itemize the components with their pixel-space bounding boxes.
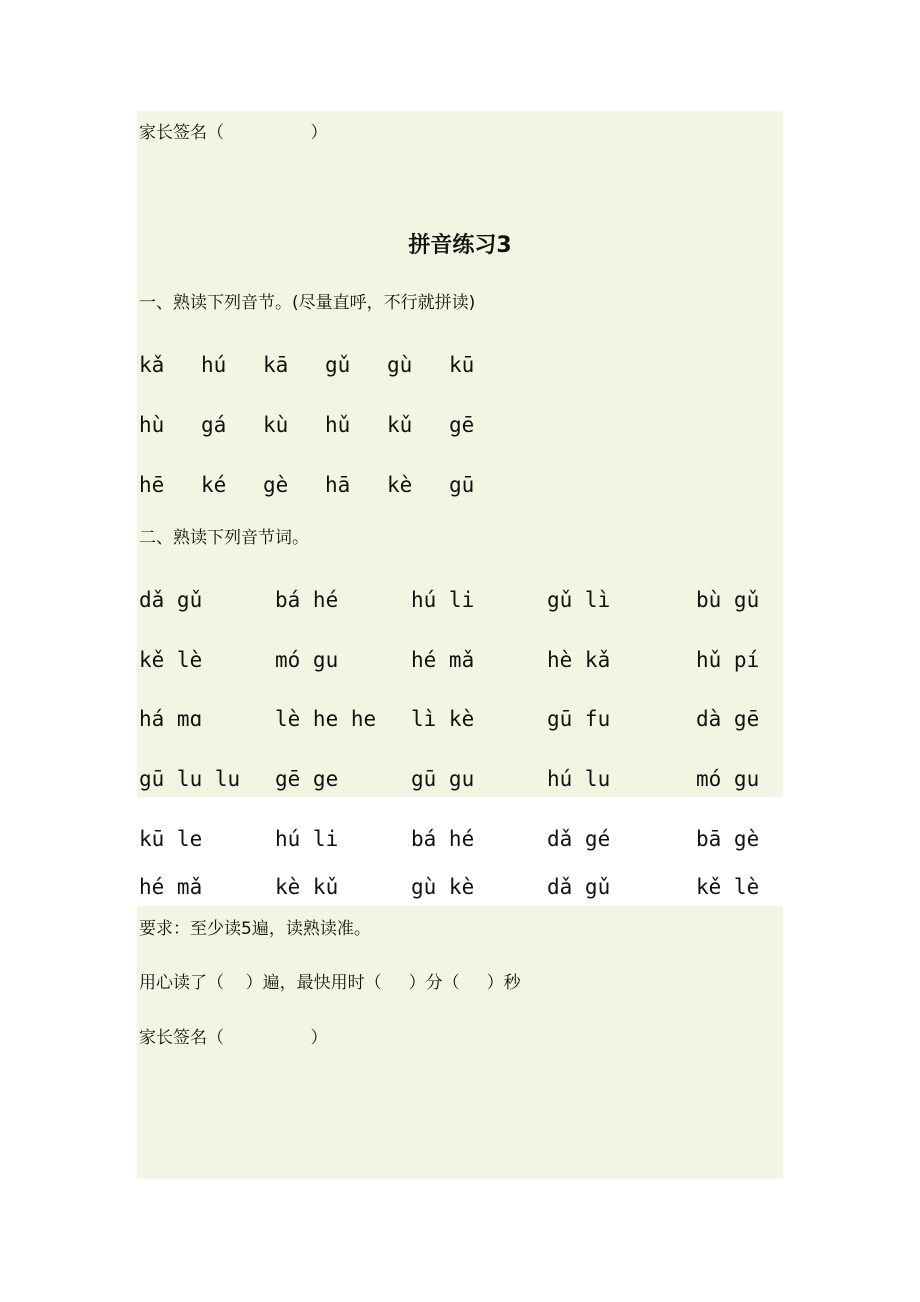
- section2-heading: 二、熟读下列音节词。: [139, 528, 309, 548]
- pinyin-word: gū lu lu: [139, 767, 241, 791]
- pinyin-word: dǎ gǔ: [139, 588, 203, 612]
- syllable: kǎ: [139, 353, 165, 377]
- page-title: 拼音练习3: [408, 233, 512, 258]
- pinyin-word: gū gu: [411, 767, 475, 791]
- pinyin-word: kè kǔ: [275, 875, 339, 899]
- syllable: gè: [263, 473, 289, 497]
- highlight-band-top: [137, 111, 783, 797]
- syllable: gē: [449, 413, 475, 437]
- pinyin-word: dǎ gǔ: [547, 875, 611, 899]
- parent-signature-top: 家长签名（ ）: [139, 123, 328, 143]
- syllable: gù: [387, 353, 413, 377]
- syllable: gá: [201, 413, 227, 437]
- pinyin-word: dǎ gé: [547, 827, 611, 851]
- syllable: hǔ: [325, 413, 351, 437]
- syllable: gǔ: [325, 353, 351, 377]
- syllable: kū: [449, 353, 475, 377]
- syllable: hē: [139, 473, 165, 497]
- pinyin-word: gǔ lì: [547, 588, 611, 612]
- syllable: kǔ: [387, 413, 413, 437]
- pinyin-word: gù kè: [411, 875, 475, 899]
- pinyin-word: kě lè: [139, 648, 203, 672]
- pinyin-word: hè kǎ: [547, 648, 611, 672]
- parent-signature-bottom: 家长签名（ ）: [139, 1028, 328, 1048]
- section1-heading: 一、熟读下列音节。(尽量直呼，不行就拼读): [139, 293, 476, 313]
- pinyin-word: hú li: [411, 588, 475, 612]
- reading-record-line: 用心读了（ ）遍，最快用时（ ）分（ ）秒: [139, 973, 521, 993]
- pinyin-word: hú lu: [547, 767, 611, 791]
- pinyin-word: kū le: [139, 827, 203, 851]
- pinyin-word: mó gu: [696, 767, 760, 791]
- pinyin-word: hé mǎ: [411, 648, 475, 672]
- syllable: kè: [387, 473, 413, 497]
- pinyin-word: lì kè: [411, 707, 475, 731]
- pinyin-word: bā gè: [696, 827, 760, 851]
- pinyin-word: gū fu: [547, 707, 611, 731]
- pinyin-word: bá hé: [275, 588, 339, 612]
- syllable: ké: [201, 473, 227, 497]
- pinyin-word: mó gu: [275, 648, 339, 672]
- syllable: kù: [263, 413, 289, 437]
- syllable: hú: [201, 353, 227, 377]
- pinyin-word: hǔ pí: [696, 648, 760, 672]
- requirement-text: 要求：至少读5遍，读熟读准。: [139, 919, 371, 939]
- pinyin-word: hé mǎ: [139, 875, 203, 899]
- syllable: hā: [325, 473, 351, 497]
- pinyin-word: lè he he: [275, 707, 377, 731]
- pinyin-word: há mɑ: [139, 707, 203, 731]
- pinyin-word: gē ge: [275, 767, 339, 791]
- pinyin-word: kě lè: [696, 875, 760, 899]
- syllable: gū: [449, 473, 475, 497]
- syllable: kā: [263, 353, 289, 377]
- pinyin-word: bù gǔ: [696, 588, 760, 612]
- pinyin-word: hú li: [275, 827, 339, 851]
- pinyin-word: dà gē: [696, 707, 760, 731]
- syllable: hù: [139, 413, 165, 437]
- pinyin-word: bá hé: [411, 827, 475, 851]
